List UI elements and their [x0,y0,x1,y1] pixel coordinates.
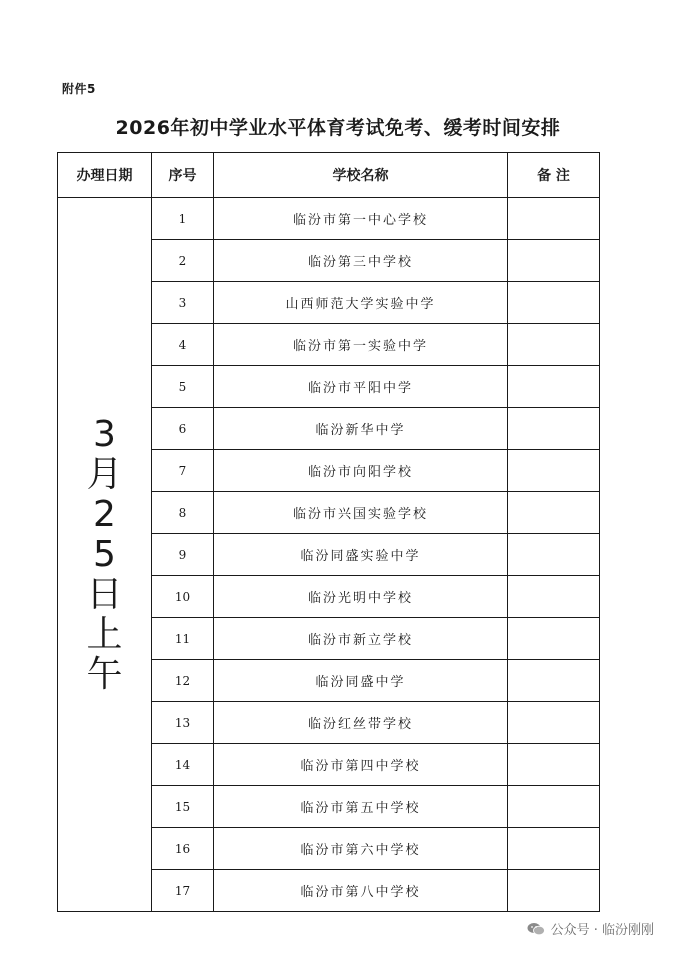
seq-cell: 15 [152,786,214,828]
note-cell [508,240,600,282]
header-note: 备 注 [508,153,600,198]
note-cell [508,828,600,870]
note-cell [508,198,600,240]
seq-cell: 3 [152,282,214,324]
date-char: 月 [86,453,123,495]
seq-cell: 9 [152,534,214,576]
note-cell [508,660,600,702]
date-cell [58,198,152,912]
note-cell [508,282,600,324]
school-name-cell: 临汾市第五中学校 [214,786,508,828]
seq-cell: 1 [152,198,214,240]
note-cell [508,492,600,534]
school-name-cell: 临汾光明中学校 [214,576,508,618]
note-cell [508,786,600,828]
table-row [58,198,600,240]
table-header-row [58,153,600,198]
seq-cell: 10 [152,576,214,618]
note-cell [508,450,600,492]
note-cell [508,618,600,660]
note-cell [508,366,600,408]
school-name-cell: 临汾市平阳中学 [214,366,508,408]
school-name-cell: 临汾市向阳学校 [214,450,508,492]
date-text [58,415,151,695]
seq-cell: 5 [152,366,214,408]
note-cell [508,870,600,912]
seq-cell: 13 [152,702,214,744]
header-school: 学校名称 [214,153,508,198]
watermark-text: 公众号 · 临汾刚刚 [550,923,654,938]
school-name-cell: 临汾红丝带学校 [214,702,508,744]
seq-cell: 11 [152,618,214,660]
seq-cell: 7 [152,450,214,492]
page-title: 2026年初中学业水平体育考试免考、缓考时间安排 [115,117,561,139]
school-name-cell: 临汾市第四中学校 [214,744,508,786]
header-date: 办理日期 [58,153,152,198]
note-cell [508,408,600,450]
date-char: 5 [93,533,116,575]
attachment-label: 附件5 [62,82,96,96]
header-seq: 序号 [152,153,214,198]
note-cell [508,324,600,366]
seq-cell: 2 [152,240,214,282]
table-body [58,198,600,912]
school-name-cell: 山西师范大学实验中学 [214,282,508,324]
date-char: 2 [93,493,116,535]
note-cell [508,576,600,618]
seq-cell: 12 [152,660,214,702]
school-name-cell: 临汾市第六中学校 [214,828,508,870]
school-name-cell: 临汾市第八中学校 [214,870,508,912]
school-name-cell: 临汾市兴国实验学校 [214,492,508,534]
watermark [527,919,654,938]
date-char: 上 [86,613,123,655]
school-name-cell: 临汾同盛实验中学 [214,534,508,576]
school-name-cell: 临汾市第一中心学校 [214,198,508,240]
seq-cell: 4 [152,324,214,366]
seq-cell: 16 [152,828,214,870]
date-char: 3 [93,413,116,455]
schedule-table [57,152,600,912]
seq-cell: 17 [152,870,214,912]
note-cell [508,702,600,744]
school-name-cell: 临汾市第一实验中学 [214,324,508,366]
wechat-icon [527,922,545,936]
note-cell [508,744,600,786]
school-name-cell: 临汾市新立学校 [214,618,508,660]
note-cell [508,534,600,576]
school-name-cell: 临汾新华中学 [214,408,508,450]
date-char: 日 [86,573,123,615]
school-name-cell: 临汾第三中学校 [214,240,508,282]
seq-cell: 8 [152,492,214,534]
seq-cell: 14 [152,744,214,786]
date-char: 午 [86,653,123,695]
school-name-cell: 临汾同盛中学 [214,660,508,702]
seq-cell: 6 [152,408,214,450]
